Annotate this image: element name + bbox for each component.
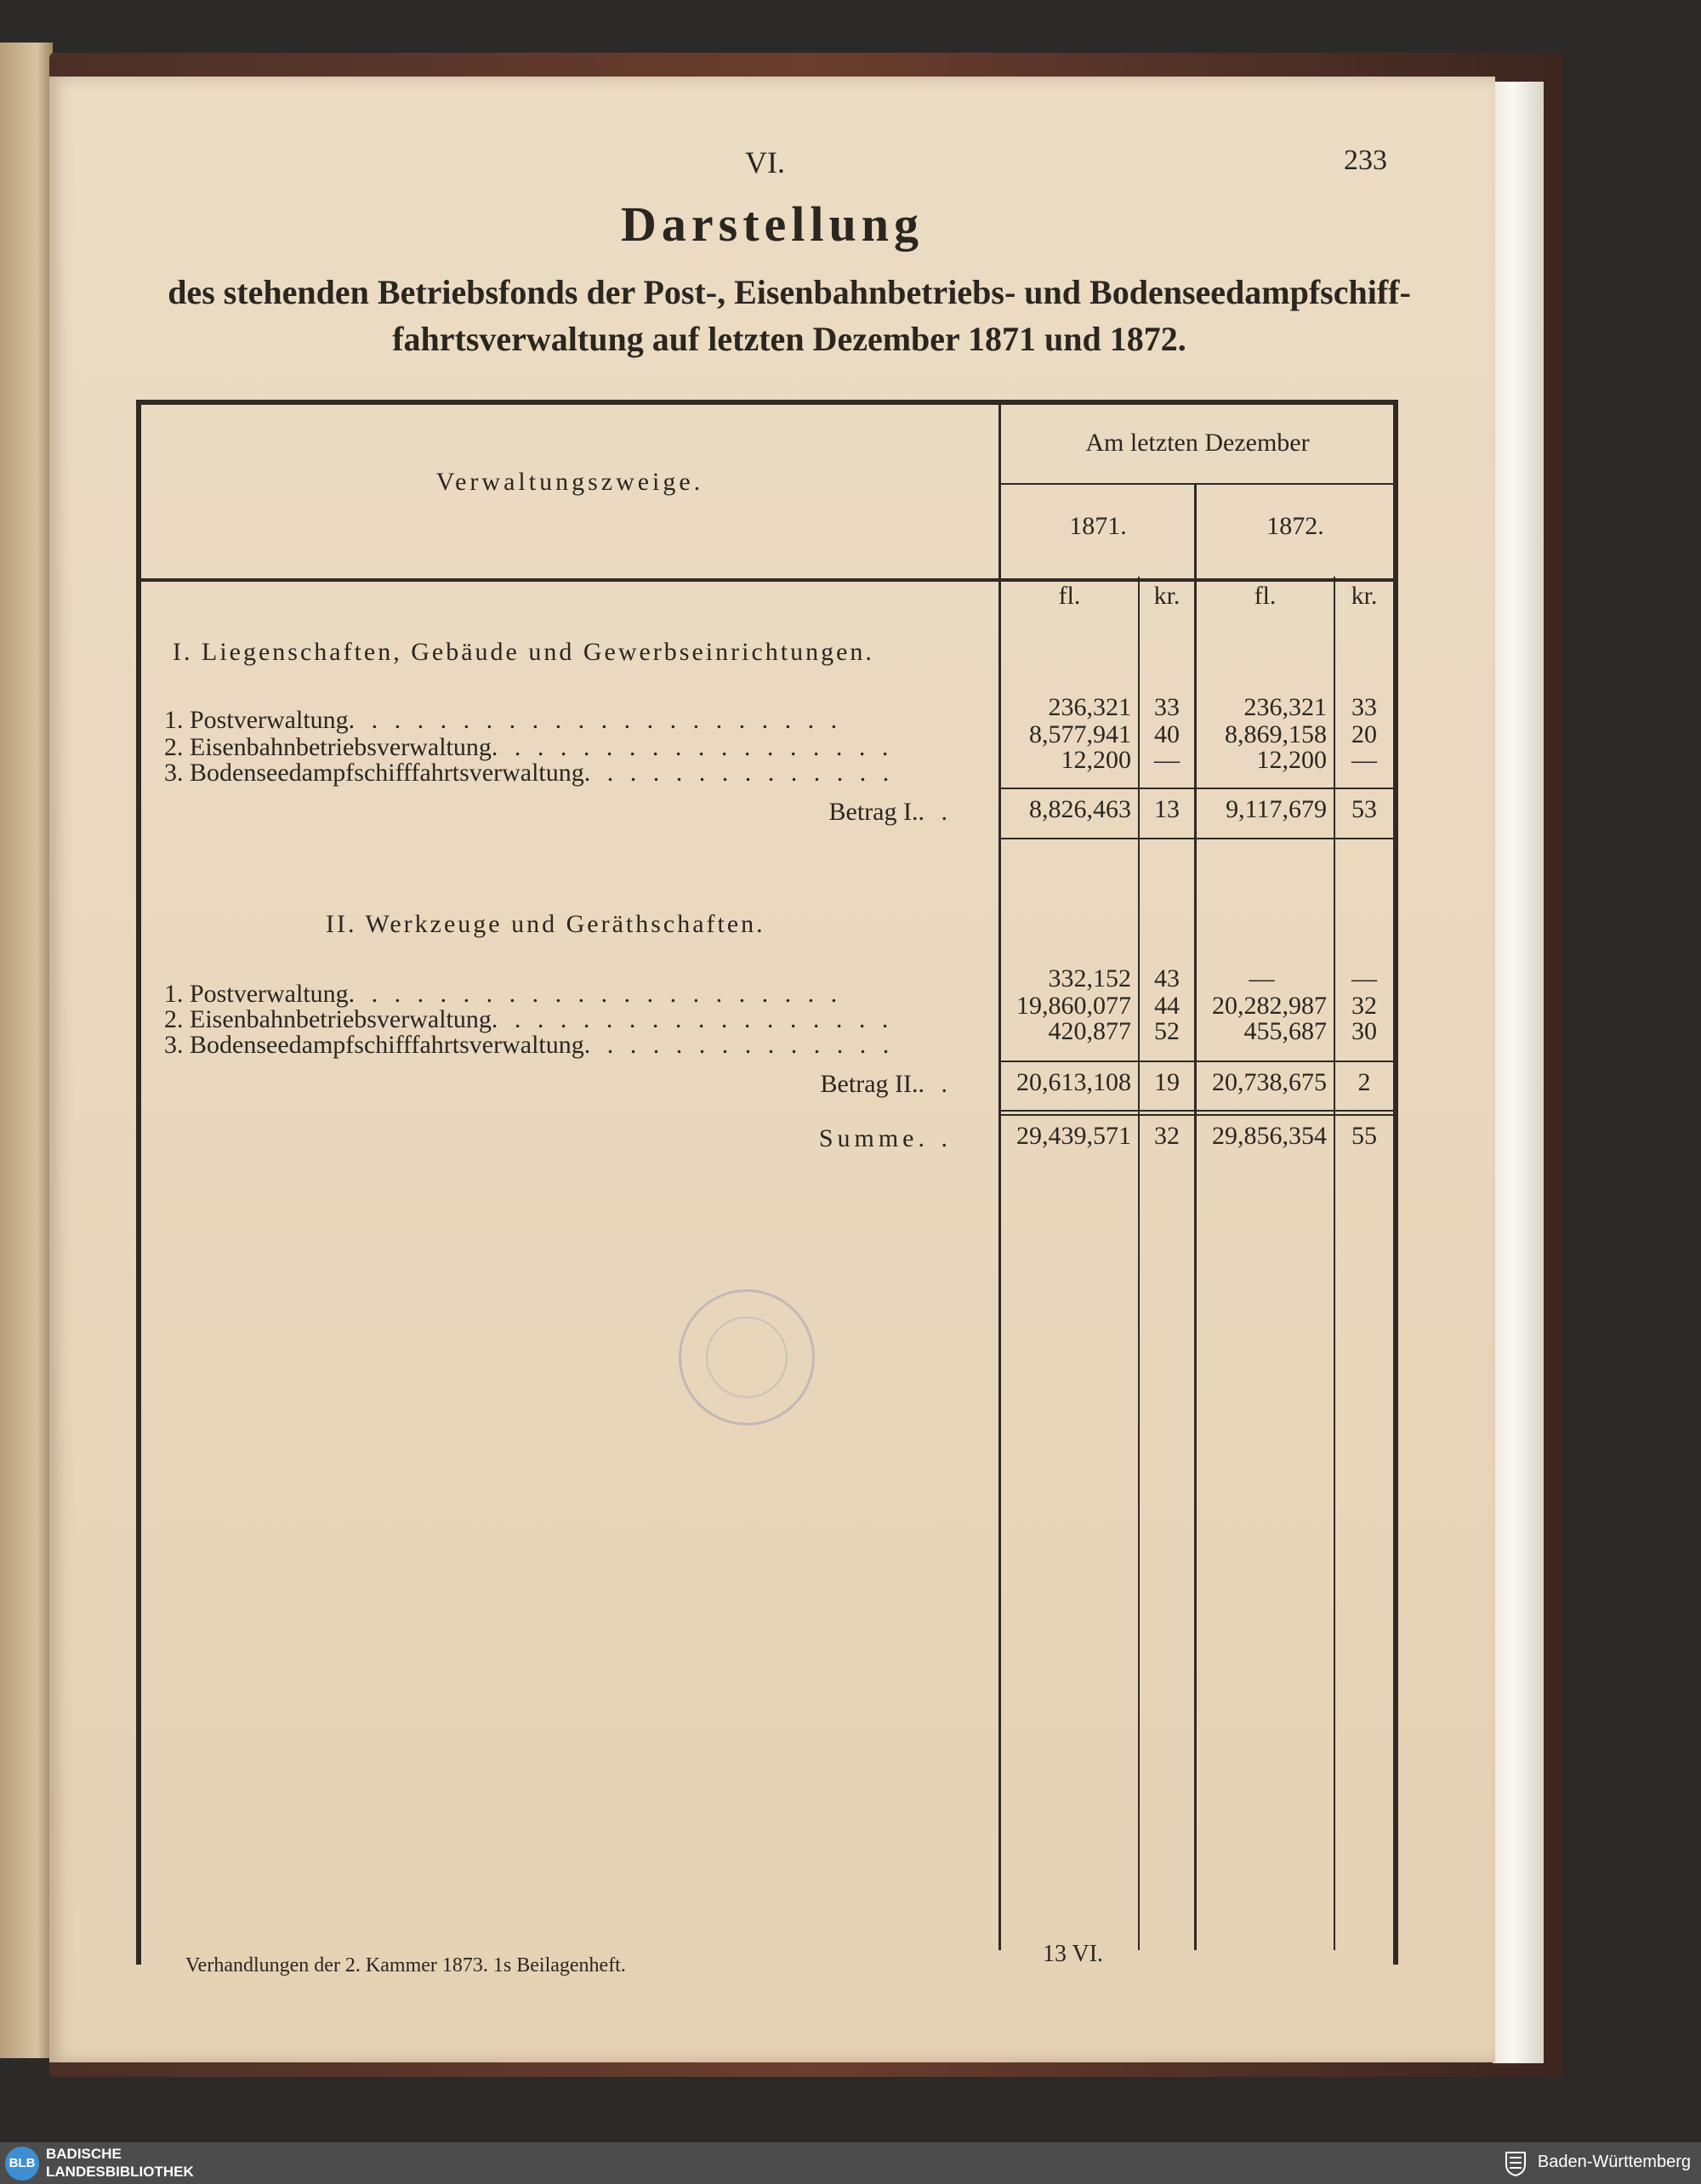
subtitle-line-1: des stehenden Betriebsfonds der Post-, Eisenbahnbetriebs- und Bodenseedampfschiff- [168,273,1411,311]
row-label: 1. Postverwaltung [164,980,349,1008]
cell-kr-1871: 13 [1154,795,1180,823]
cell-kr-1872: 30 [1351,1017,1377,1045]
baden-wuerttemberg-logo[interactable]: Baden-Württemberg [1537,2153,1691,2171]
cell-fl-1871: 420,877 [1048,1017,1131,1045]
cell-fl-1872: 236,321 [1243,693,1327,721]
cell-fl-1872: 9,117,679 [1226,795,1327,823]
cell-kr-1872: 32 [1351,992,1377,1020]
cell-kr-1872: 33 [1351,693,1377,721]
library-name: BADISCHE LANDESBIBLIOTHEK [46,2146,194,2180]
row-label: 2. Eisenbahnbetriebsverwaltung [164,1005,492,1033]
cell-fl-1872: 20,738,675 [1212,1068,1327,1096]
cell-kr-1871: 52 [1154,1017,1180,1045]
column-header-verwaltungszweige: Verwaltungszweige. [435,468,704,496]
section-heading-1: I. Liegenschaften, Gebäude und Gewerbseinrichtungen. [173,638,874,666]
cell-fl-1872: 29,856,354 [1212,1122,1327,1150]
cell-fl-1871: 8,826,463 [1029,795,1131,823]
cell-kr-1871: — [1154,746,1180,774]
cell-kr-1872: 55 [1351,1122,1377,1150]
appendix-roman-numeral: VI. [745,145,785,179]
column-header-am-letzten-dezember: Am letzten Dezember [1085,429,1310,457]
baden-wuerttemberg-crest-icon [1505,2149,1527,2176]
viewer-bottom-bar [0,2142,1701,2184]
page-block-edge [1493,82,1544,2063]
unit-fl-1872: fl. [1254,582,1277,610]
cell-kr-1871: 44 [1154,992,1180,1020]
total-label: Betrag II.. . [820,1070,953,1098]
row-label: 3. Bodenseedampfschifffahrtsverwaltung [164,1031,584,1059]
grand-total-label: Summe. . [818,1124,953,1152]
cell-kr-1872: 20 [1351,720,1377,748]
cell-fl-1872: 455,687 [1243,1017,1327,1045]
column-header-1871: 1871. [1069,512,1127,540]
cell-kr-1872: 2 [1357,1068,1371,1096]
cell-kr-1871: 19 [1154,1068,1180,1096]
cell-fl-1871: 12,200 [1061,746,1131,774]
footer-signature: 13 VI. [1043,1941,1104,1967]
cell-fl-1871: 19,860,077 [1016,992,1131,1020]
row-label: 2. Eisenbahnbetriebsverwaltung [164,733,492,761]
row-label: 3. Bodenseedampfschifffahrtsverwaltung [164,759,584,787]
unit-kr-1872: kr. [1351,582,1378,610]
subtitle-line-2: fahrtsverwaltung auf letzten Dezember 1871 und 1872. [392,320,1186,358]
cell-kr-1872: — [1351,964,1377,992]
cell-kr-1871: 32 [1154,1122,1180,1150]
library-stamp-inner [706,1317,788,1398]
cell-fl-1871: 8,577,941 [1029,720,1131,748]
footer-note: Verhandlungen der 2. Kammer 1873. 1s Beilagenheft. [185,1954,626,1976]
cell-kr-1872: 53 [1351,795,1377,823]
total-label: Betrag I.. . [828,798,953,826]
column-header-1872: 1872. [1266,512,1324,540]
row-label: 1. Postverwaltung [164,706,349,734]
blb-logo[interactable]: BLB [5,2147,39,2181]
cell-fl-1871: 236,321 [1048,693,1131,721]
cell-kr-1871: 40 [1154,720,1180,748]
cell-fl-1872: 8,869,158 [1225,720,1327,748]
cell-fl-1872: — [1249,964,1275,992]
page-title: Darstellung [621,196,924,252]
unit-kr-1871: kr. [1153,582,1180,610]
left-page-edge [0,43,53,2058]
document-page: VI. 233 Darstellung des stehenden Betriebsfonds der Post-, Eisenbahnbetriebs- und Bodenseedampfschiff- fahrtsverwaltung auf letzten Dezember 1871 und 1872. Verwaltungszweige. Am letzten Dezember 1871. 1872. fl. kr. fl. kr. I. Liegenschaften, Gebäude und Gewerbseinrichtungen. 1. Postverwaltung. . . . . . . . . . . . . . . . . . . . . . 236,321 33 236,321 33 2. Eisenbahnbetriebsverwaltung. . . . . . . . . . . . . . . . . . 8,577,941 40 8,869,158 20 3. Bodenseedampfschifffahrtsverwaltung. . . . . . . . . . . . . . 12,200 — 12,200 — Betrag I.. . 8,826,463 13 9,117,679 53 II. Werkzeuge und Geräthschaften. 1. Postverwaltung. . . . . . . . . . . . . . . . . . . . . . 332,152 43 — — 2. Eisenbahnbetriebsverwaltung. . . . . . . . . . . . . . . . . . 19,860,077 44 20,282,987 32 3. Bodenseedampfschifffahrtsverwaltung. . . . . . . . . . . . . . 420,877 52 455,687 30 Betrag II.. . 20,613,108 19 20,738,675 2 Summe. . 29,439,571 32 29,856,354 55 Verhandlungen der 2. Kammer 1873. 1s Beilagenheft. 13 VI. [49,77,1495,2062]
cell-fl-1871: 29,439,571 [1016,1122,1131,1150]
unit-fl-1871: fl. [1058,582,1081,610]
cell-fl-1871: 20,613,108 [1016,1068,1131,1096]
section-heading-2: II. Werkzeuge und Geräthschaften. [326,910,765,938]
cell-fl-1872: 20,282,987 [1212,992,1327,1020]
cell-kr-1871: 33 [1154,693,1180,721]
cell-kr-1872: — [1351,746,1377,774]
page-number: 233 [1344,145,1387,176]
cell-fl-1872: 12,200 [1256,746,1327,774]
cell-fl-1871: 332,152 [1048,964,1131,992]
cell-kr-1871: 43 [1154,964,1180,992]
